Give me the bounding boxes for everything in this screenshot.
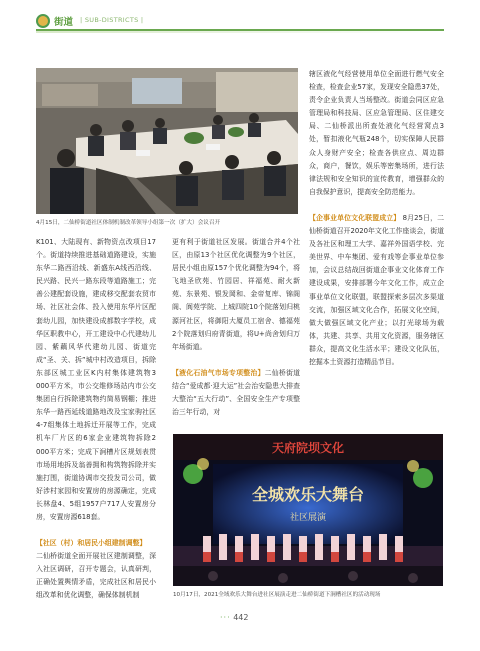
text-column-3 [309,68,444,369]
stage-banner-main: 全城欢乐大舞台 [251,485,365,504]
paragraph-with-tag [172,367,300,419]
page-number [220,613,248,622]
section-tag: 【液化石油气市场专项整治】 [172,368,265,377]
text-column-2 [172,236,300,419]
meeting-photo [36,68,298,214]
paragraph-text: 二仙桥街道结合“爱成都·迎大运”社会治安隐患大排查大整治“五大行动”、全国安全生产专项整治三年行动，对 [172,368,301,417]
text-column-1 [36,236,156,603]
stage-photo-graphic [173,434,443,586]
meeting-photo-graphic [36,68,298,214]
section-logo-icon [36,14,50,28]
paragraph: K101、大陆现有、新物资点改项目17个。街道持续推进基础道路建设，实施东华二路西沿线、新盛东A线西沿线、民兴路、民兴一路东段等道路施工；完善公建配套设施，建成移交配套农贸市场、社区社会体、投入使用东华片区配套幼儿园，加快建设成都数字学校，成华区职教中心，开工建设中心代建幼儿园、紫藕风华代建幼儿园、街道完成“圣、关、拆”城中村改造项目，拆除东部区城工业区K内村集体建筑物3 000平方米，市公交维修场站内市公交集团自行拆除建筑物约简易钢棚；推进东华一路西延线道路地改及宝家驹社区4-7组集体土地拆迁开展等工作，完成机车厂片区的6家企业建筑物拆除2 000平方米；完成下涧槽片区规划表贯市场用地拆及翁善拥和构筑物拆除并实施打围，街道协调市交投发司公司，做好涉村家园和安置房的房源确定，完成长林盘4、5组1957户717人安置房分房，安置房源618套。 [36,238,156,521]
meeting-photo-caption: 4月15日，二仙桥街道社区体制机制改革领导小组第一次（扩大）会议召开 [36,220,221,226]
section-title: 街道 [54,17,74,28]
section-tag: 【社区（村）和居民小组建制调整】 [36,539,147,548]
paragraph: 更有利于街道社区发展。街道合并4个社区，由原13个社区优化调整为9个社区，居民小组由原157个优化调整为94个，将飞地圣欣苑、竹园居、祥福苑、耐火新苑、东景苑、银发岡和、金帝复库、锦阁阁、阆苑学院、上城四院10个院落划归桃源河社区，将御阳大厦员工宿舍、德福苑2个院落划归府青街道，将U+尚舍划归万年场街道。 [172,238,300,351]
header-gradient-bar [36,31,444,33]
stage-sign: 天府院坝文化 [271,441,345,455]
page-dots-left: ··· [220,613,231,622]
paragraph: 二仙桥街道全面开展社区建制调整，深入社区调研，召开专题会，认真研判，正确处置舆情矛盾，完成社区和居民小组改革和优化调整，确保体制机制 [36,552,156,600]
stage-photo [173,434,443,586]
stage-photo-caption: 10月17日，2021全域欢乐大舞台进社区展演走进二仙桥街道下涧槽社区的活动现场 [173,592,381,598]
paragraph: 辖区液化气经营使用单位全面进行燃气安全检查，检查企业57家，发现安全隐患37处，责令企业负责人当场整改。街道会同区应急管理局和科技局、区应急管理局、区住建交局、二仙桥派出所查处液化气经营窝点3处，暂扣液化气瓶248个，切实保障人民群众人身财产安全；检查各供应点、周边群众，商户，餐饮，娱乐等密集场所，进行法律法规和安全知识的宣传教育，增强群众的自我保护意识，提高安全防范能力。 [309,70,444,196]
section-subtitle: | SUB-DISTRICTS | [80,15,144,24]
page-number-value: 442 [233,613,249,622]
paragraph-with-tag [309,212,444,369]
section-tag: 【企事业单位文化联盟成立】 [309,213,401,222]
stage-banner-sub: 社区展演 [289,513,327,523]
section-heading [36,537,156,550]
paragraph-text: 8月25日，二仙桥街道召开2020年文化工作座谈会，街道及各社区和理工大学、嘉祥外国语学校、完美世界、中车集团、爱有戏等企事业单位参加，会议总结战回街道企事业文化体育工作建设成果，安排部署今年文化工作，成立企事业单位文化联盟，联盟探索多层次多渠道交流，加强区域文化合作，拓展文化空间，做大做强区域文化产业；以打光球场为载体，共建、共享、共用文化资源，服务辖区群众，提高文化生活水平；建设文化队伍，挖掘本土资源打造精品节目。 [309,213,445,366]
